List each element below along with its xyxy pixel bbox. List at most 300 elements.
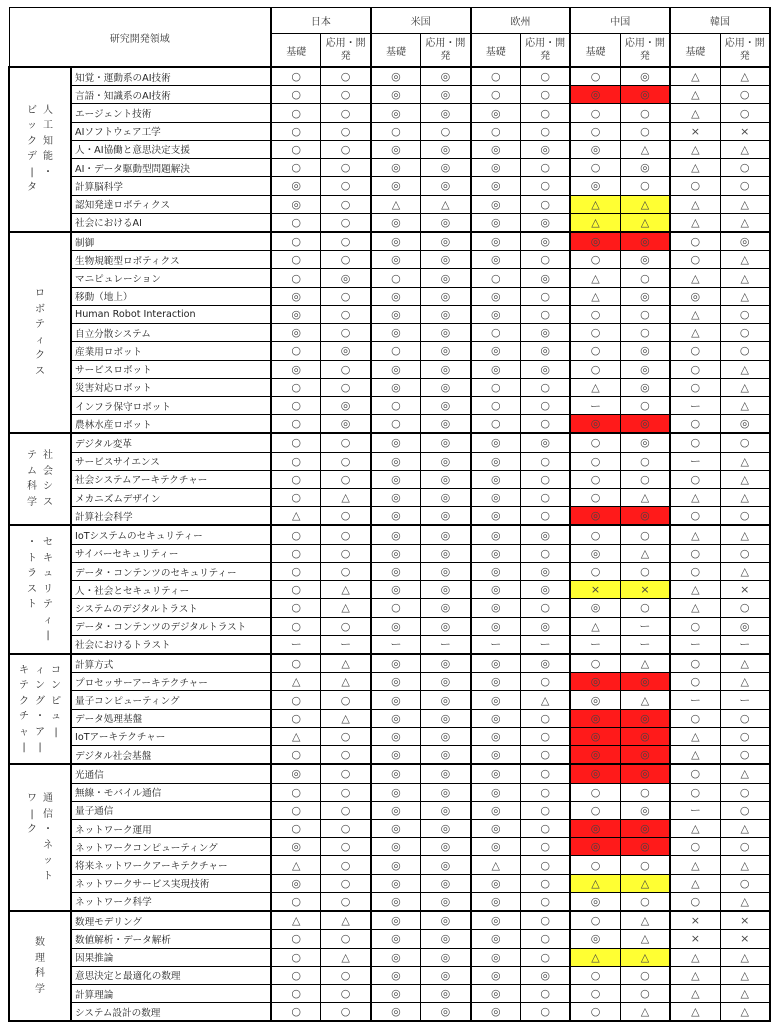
research-item: AI・データ駆動型問題解決: [71, 159, 271, 177]
rating-cell: △: [670, 195, 720, 213]
rating-cell: ○: [570, 654, 620, 673]
rating-cell: △: [720, 67, 770, 86]
group-label-column: 数 理 科 学: [35, 937, 45, 995]
rating-cell: ○: [570, 360, 620, 378]
rating-cell: △: [620, 195, 670, 213]
rating-cell: ○: [520, 305, 570, 323]
rating-cell: ○: [520, 783, 570, 801]
rating-cell: ◎: [520, 213, 570, 232]
rating-cell: △: [570, 213, 620, 232]
rating-cell: ○: [720, 874, 770, 892]
research-item: マニピュレーション: [71, 269, 271, 287]
rating-cell: ◎: [371, 691, 421, 709]
rating-cell: ○: [271, 599, 321, 617]
rating-cell: ◎: [421, 67, 471, 86]
rating-cell: ◎: [321, 396, 371, 414]
rating-cell: △: [620, 654, 670, 673]
rating-cell: ◎: [371, 213, 421, 232]
rating-cell: ◎: [520, 581, 570, 599]
rating-cell: ×: [720, 581, 770, 599]
rating-cell: ◎: [421, 324, 471, 342]
rating-cell: △: [620, 213, 670, 232]
rating-cell: ー: [670, 452, 720, 470]
rating-cell: ○: [570, 470, 620, 488]
rating-cell: ◎: [520, 269, 570, 287]
rating-cell: ○: [620, 396, 670, 414]
rating-cell: ◎: [271, 177, 321, 195]
rating-cell: ○: [471, 86, 521, 104]
rating-cell: △: [620, 930, 670, 948]
rating-cell: △: [670, 525, 720, 544]
rating-cell: ◎: [471, 801, 521, 819]
rating-cell: ○: [321, 930, 371, 948]
rating-cell: ◎: [471, 819, 521, 837]
rating-cell: ◎: [570, 140, 620, 158]
rating-cell: ◎: [720, 232, 770, 251]
rating-cell: ◎: [371, 67, 421, 86]
rating-cell: ○: [620, 269, 670, 287]
rating-cell: ○: [520, 764, 570, 783]
rating-cell: △: [670, 489, 720, 507]
rating-cell: ◎: [620, 673, 670, 691]
research-item: 知覚・運動系のAI技術: [71, 67, 271, 86]
rating-cell: ◎: [421, 489, 471, 507]
rating-cell: ○: [271, 342, 321, 360]
rating-cell: ◎: [421, 470, 471, 488]
rating-cell: ×: [670, 122, 720, 140]
research-item: システム設計の数理: [71, 1003, 271, 1022]
rating-cell: ◎: [371, 562, 421, 580]
rating-cell: ○: [570, 911, 620, 930]
rating-cell: ○: [670, 342, 720, 360]
research-item: 認知発達ロボティクス: [71, 195, 271, 213]
rating-cell: ○: [271, 433, 321, 452]
research-item: 数理モデリング: [71, 911, 271, 930]
rating-cell: ◎: [421, 232, 471, 251]
rating-cell: ◎: [421, 177, 471, 195]
rating-cell: ◎: [471, 140, 521, 158]
research-item: 量子通信: [71, 801, 271, 819]
rating-cell: ○: [271, 691, 321, 709]
rating-cell: ◎: [471, 489, 521, 507]
rating-cell: ◎: [720, 617, 770, 635]
rating-cell: ○: [271, 122, 321, 140]
table-row: [9, 342, 770, 360]
rating-cell: ◎: [471, 764, 521, 783]
table-row: [9, 709, 770, 727]
rating-cell: ◎: [371, 489, 421, 507]
rating-cell: ◎: [471, 654, 521, 673]
rating-cell: ◎: [371, 930, 421, 948]
rating-cell: ○: [520, 251, 570, 269]
rating-cell: ○: [471, 269, 521, 287]
rating-cell: ◎: [570, 930, 620, 948]
rating-cell: ◎: [371, 783, 421, 801]
research-item: 産業用ロボット: [71, 342, 271, 360]
rating-cell: ○: [520, 86, 570, 104]
rating-cell: ○: [271, 251, 321, 269]
rating-cell: ー: [321, 635, 371, 654]
rating-cell: ◎: [620, 360, 670, 378]
research-item: 社会におけるAI: [71, 213, 271, 232]
rating-cell: ◎: [471, 599, 521, 617]
rating-cell: ○: [720, 324, 770, 342]
group-label-text: [26, 535, 54, 644]
rating-cell: △: [670, 159, 720, 177]
rating-cell: △: [620, 544, 670, 562]
table-row: [9, 525, 770, 544]
rating-cell: ○: [321, 140, 371, 158]
rating-cell: ○: [321, 544, 371, 562]
rating-cell: ◎: [371, 838, 421, 856]
rating-cell: ○: [321, 470, 371, 488]
rating-cell: △: [271, 856, 321, 874]
rating-cell: ー: [720, 635, 770, 654]
rating-cell: ×: [670, 911, 720, 930]
rating-cell: ◎: [271, 287, 321, 305]
group-label-text: [26, 448, 54, 510]
rating-cell: ◎: [520, 360, 570, 378]
rating-cell: ○: [271, 581, 321, 599]
rating-cell: ○: [620, 525, 670, 544]
rating-cell: ー: [720, 691, 770, 709]
rating-cell: ◎: [371, 709, 421, 727]
rating-cell: ○: [321, 892, 371, 911]
rating-cell: ○: [720, 709, 770, 727]
rating-cell: ○: [520, 452, 570, 470]
rating-cell: ○: [670, 177, 720, 195]
rating-cell: ○: [471, 415, 521, 434]
rating-cell: ◎: [620, 378, 670, 396]
rating-cell: ○: [321, 746, 371, 765]
rating-cell: ◎: [471, 617, 521, 635]
rating-cell: △: [271, 673, 321, 691]
rating-cell: △: [720, 948, 770, 966]
rating-cell: ◎: [471, 948, 521, 966]
rating-cell: ○: [570, 984, 620, 1002]
table-row: [9, 67, 770, 86]
rating-cell: ◎: [421, 911, 471, 930]
rating-cell: ◎: [471, 507, 521, 526]
research-item: 計算脳科学: [71, 177, 271, 195]
rating-cell: ◎: [371, 470, 421, 488]
subheader-applied: 応用・開発: [421, 34, 471, 68]
rating-cell: ○: [471, 122, 521, 140]
rating-cell: ○: [321, 691, 371, 709]
rating-cell: ○: [620, 599, 670, 617]
table-row: [9, 324, 770, 342]
rating-cell: ○: [670, 783, 720, 801]
rating-cell: ○: [321, 838, 371, 856]
rating-cell: ◎: [471, 874, 521, 892]
rating-cell: ◎: [421, 764, 471, 783]
rating-cell: ◎: [421, 86, 471, 104]
comparison-table-wrapper: [8, 7, 771, 1022]
rating-cell: ○: [670, 251, 720, 269]
rating-cell: ○: [371, 599, 421, 617]
research-item: IoTシステムのセキュリティー: [71, 525, 271, 544]
research-item: 人・AI協働と意思決定支援: [71, 140, 271, 158]
rating-cell: ○: [321, 232, 371, 251]
rating-cell: △: [670, 67, 720, 86]
rating-cell: ◎: [371, 159, 421, 177]
rating-cell: △: [720, 396, 770, 414]
rating-cell: ◎: [620, 764, 670, 783]
rating-cell: ◎: [570, 507, 620, 526]
rating-cell: ○: [570, 305, 620, 323]
group-label-column: テ ム 科 学: [27, 450, 37, 508]
table-row: [9, 819, 770, 837]
rating-cell: △: [570, 195, 620, 213]
rating-cell: ◎: [471, 892, 521, 911]
rating-cell: △: [271, 727, 321, 745]
group-label: [9, 911, 71, 1021]
rating-cell: ○: [271, 1003, 321, 1022]
rating-cell: △: [570, 269, 620, 287]
group-label-column: ビ ッ ク デ | タ: [27, 104, 37, 194]
rating-cell: ◎: [371, 507, 421, 526]
rating-cell: ○: [471, 324, 521, 342]
rating-cell: ○: [371, 342, 421, 360]
rating-cell: ○: [570, 433, 620, 452]
rating-cell: ○: [670, 673, 720, 691]
rating-cell: ○: [570, 251, 620, 269]
rating-cell: ◎: [371, 544, 421, 562]
rating-cell: ○: [321, 984, 371, 1002]
rating-cell: ◎: [421, 874, 471, 892]
rating-cell: ◎: [421, 930, 471, 948]
rating-cell: ○: [720, 342, 770, 360]
rating-cell: ◎: [271, 838, 321, 856]
research-item: 因果推論: [71, 948, 271, 966]
rating-cell: △: [670, 213, 720, 232]
rating-cell: ◎: [421, 140, 471, 158]
rating-cell: ◎: [271, 195, 321, 213]
rating-cell: ○: [271, 140, 321, 158]
rating-cell: ◎: [421, 1003, 471, 1022]
rating-cell: ○: [271, 213, 321, 232]
rating-cell: ◎: [471, 342, 521, 360]
rating-cell: ○: [570, 67, 620, 86]
rating-cell: ◎: [620, 159, 670, 177]
group-label-column: セ キ ュ リ テ ィ |: [43, 537, 53, 642]
rating-cell: ○: [520, 378, 570, 396]
rating-cell: ○: [670, 838, 720, 856]
rating-cell: ◎: [421, 709, 471, 727]
rating-cell: ◎: [471, 525, 521, 544]
table-row: [9, 213, 770, 232]
rating-cell: ○: [720, 305, 770, 323]
rating-cell: ○: [271, 86, 321, 104]
research-item: 人・社会とセキュリティー: [71, 581, 271, 599]
rating-cell: ◎: [471, 232, 521, 251]
rating-cell: △: [720, 489, 770, 507]
rating-cell: △: [321, 709, 371, 727]
research-item: システムのデジタルトラスト: [71, 599, 271, 617]
rating-cell: ○: [520, 599, 570, 617]
rating-cell: ○: [570, 783, 620, 801]
rating-cell: ○: [321, 360, 371, 378]
rating-cell: △: [321, 911, 371, 930]
table-row: [9, 911, 770, 930]
group-label-column: 人 工 知 能 ・: [43, 104, 53, 178]
rating-cell: ○: [520, 874, 570, 892]
rating-cell: △: [720, 1003, 770, 1022]
rating-cell: ○: [271, 452, 321, 470]
rating-cell: ◎: [570, 746, 620, 765]
table-row: [9, 452, 770, 470]
rating-cell: ○: [520, 195, 570, 213]
rating-cell: ○: [720, 177, 770, 195]
group-label-column: ・ ト ラ ス ト: [27, 537, 37, 611]
rating-cell: ○: [321, 1003, 371, 1022]
rating-cell: ○: [271, 930, 321, 948]
rating-cell: ◎: [620, 838, 670, 856]
rating-cell: ○: [520, 984, 570, 1002]
rating-cell: ○: [520, 489, 570, 507]
rating-cell: ○: [271, 746, 321, 765]
rating-cell: △: [670, 599, 720, 617]
rating-cell: ○: [720, 544, 770, 562]
rating-cell: △: [570, 287, 620, 305]
rating-cell: △: [720, 287, 770, 305]
rating-cell: ◎: [570, 177, 620, 195]
rating-cell: ○: [570, 122, 620, 140]
rating-cell: △: [321, 489, 371, 507]
rating-cell: △: [620, 911, 670, 930]
rating-cell: △: [670, 966, 720, 984]
rating-cell: ◎: [471, 727, 521, 745]
rating-cell: △: [720, 213, 770, 232]
table-row: [9, 783, 770, 801]
table-row: [9, 892, 770, 911]
research-item: 言語・知識系のAI技術: [71, 86, 271, 104]
rating-cell: △: [670, 874, 720, 892]
group-label-text: [26, 791, 54, 884]
rating-cell: ○: [371, 396, 421, 414]
rating-cell: ◎: [321, 342, 371, 360]
rating-cell: ○: [520, 544, 570, 562]
rating-cell: ー: [371, 635, 421, 654]
rating-cell: ○: [520, 709, 570, 727]
rating-cell: ○: [271, 232, 321, 251]
rating-cell: ◎: [371, 801, 421, 819]
table-row: [9, 544, 770, 562]
rating-cell: ○: [271, 489, 321, 507]
rating-cell: ○: [321, 874, 371, 892]
rating-cell: ◎: [421, 213, 471, 232]
rating-cell: △: [720, 269, 770, 287]
table-row: [9, 856, 770, 874]
research-item: デジタル変革: [71, 433, 271, 452]
rating-cell: ○: [720, 838, 770, 856]
rating-cell: ○: [670, 232, 720, 251]
rating-cell: ○: [471, 396, 521, 414]
rating-cell: ○: [321, 305, 371, 323]
subheader-basic: 基礎: [271, 34, 321, 68]
rating-cell: ◎: [421, 544, 471, 562]
rating-cell: ◎: [421, 966, 471, 984]
rating-cell: ◎: [271, 360, 321, 378]
rating-cell: ○: [620, 122, 670, 140]
rating-cell: △: [720, 452, 770, 470]
rating-cell: ◎: [520, 232, 570, 251]
header-region-europe: 欧州: [471, 8, 571, 34]
rating-cell: ◎: [620, 415, 670, 434]
rating-cell: ○: [520, 801, 570, 819]
table-row: [9, 159, 770, 177]
table-row: [9, 1003, 770, 1022]
research-item: エージェント技術: [71, 104, 271, 122]
rating-cell: ○: [321, 525, 371, 544]
table-row: [9, 415, 770, 434]
rating-cell: ○: [371, 269, 421, 287]
rating-cell: ○: [271, 709, 321, 727]
rating-cell: △: [720, 984, 770, 1002]
rating-cell: ○: [670, 617, 720, 635]
research-item: データ処理基盤: [71, 709, 271, 727]
research-item: サイバーセキュリティー: [71, 544, 271, 562]
rating-cell: ○: [570, 452, 620, 470]
rating-cell: ー: [271, 635, 321, 654]
rating-cell: ◎: [271, 324, 321, 342]
rating-cell: ○: [570, 1003, 620, 1022]
research-item: 農林水産ロボット: [71, 415, 271, 434]
research-item: 将来ネットワークアーキテクチャー: [71, 856, 271, 874]
rating-cell: △: [670, 984, 720, 1002]
rating-cell: ◎: [620, 232, 670, 251]
rating-cell: △: [271, 507, 321, 526]
research-item: ネットワーク科学: [71, 892, 271, 911]
rating-cell: ○: [620, 856, 670, 874]
research-item: ネットワークサービス実現技術: [71, 874, 271, 892]
rating-cell: ○: [520, 819, 570, 837]
rating-cell: ○: [520, 415, 570, 434]
rating-cell: ○: [271, 378, 321, 396]
rating-cell: ー: [421, 635, 471, 654]
research-item: 計算方式: [71, 654, 271, 673]
rating-cell: △: [670, 86, 720, 104]
rating-cell: ◎: [620, 746, 670, 765]
rating-cell: △: [670, 581, 720, 599]
table-row: [9, 507, 770, 526]
rating-cell: ○: [520, 104, 570, 122]
rating-cell: △: [720, 819, 770, 837]
rating-cell: ○: [670, 654, 720, 673]
rating-cell: ◎: [371, 287, 421, 305]
rating-cell: ○: [520, 892, 570, 911]
research-item: 数値解析・データ解析: [71, 930, 271, 948]
rating-cell: ◎: [471, 544, 521, 562]
rating-cell: ○: [620, 562, 670, 580]
rating-cell: ○: [321, 452, 371, 470]
rating-cell: △: [670, 305, 720, 323]
header-region-korea: 韓国: [670, 8, 770, 34]
rating-cell: ◎: [620, 342, 670, 360]
rating-cell: ○: [321, 801, 371, 819]
rating-cell: ○: [570, 159, 620, 177]
rating-cell: ○: [520, 507, 570, 526]
rating-cell: ○: [421, 122, 471, 140]
rating-cell: ◎: [371, 305, 421, 323]
rating-cell: △: [720, 764, 770, 783]
rating-cell: ◎: [471, 360, 521, 378]
rating-cell: ◎: [371, 104, 421, 122]
rating-cell: ◎: [620, 709, 670, 727]
rating-cell: ○: [620, 966, 670, 984]
subheader-basic: 基礎: [570, 34, 620, 68]
rating-cell: ○: [321, 195, 371, 213]
